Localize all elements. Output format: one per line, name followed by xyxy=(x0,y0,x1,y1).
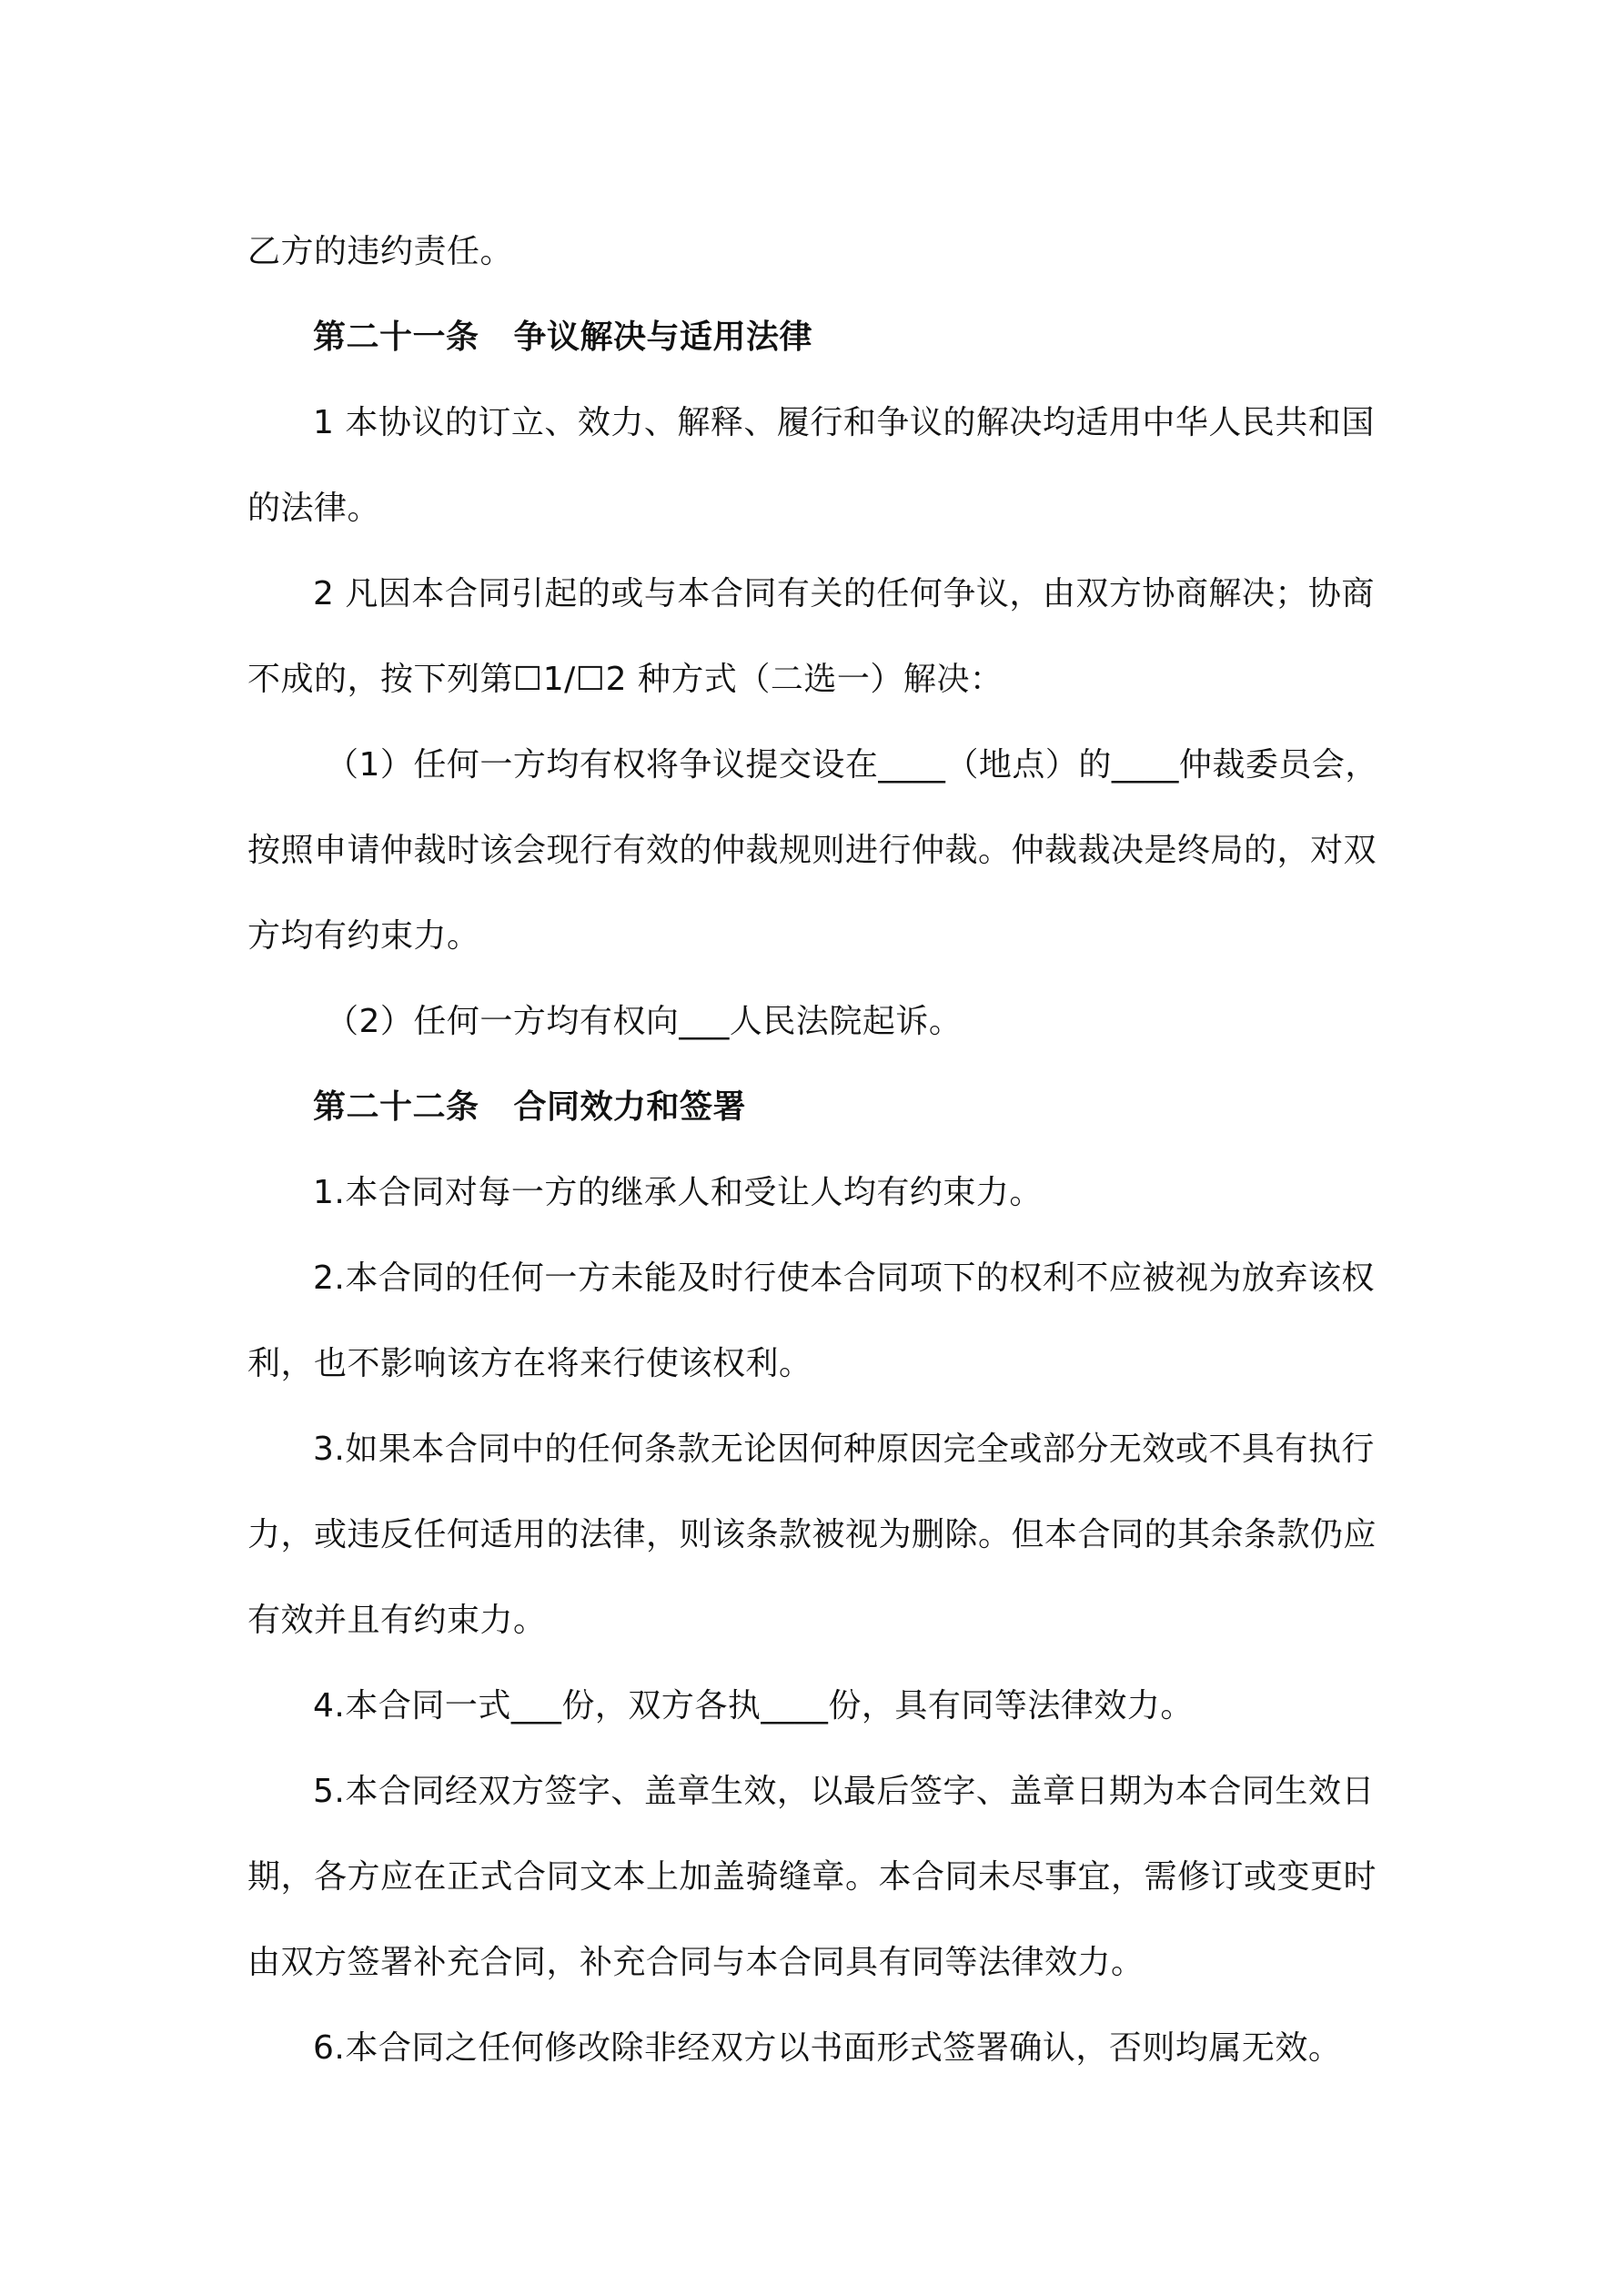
article-title: 争议解决与适用法律 xyxy=(513,319,813,356)
article-number: 第二十二条 xyxy=(313,1088,479,1126)
clause-22-2: 2.本合同的任何一方未能及时行使本合同项下的权利不应被视为放弃该权利，也不影响该方在将来行使该权利。 xyxy=(247,1259,1375,1382)
clause-22-6: 6.本合同之任何修改除非经双方以书面形式签署确认，否则均属无效。 xyxy=(313,2029,1342,2067)
paragraph-continuation: 乙方的违约责任。 xyxy=(247,233,514,270)
article-21-heading xyxy=(247,295,1392,380)
clause-21-1: 1 本协议的订立、效力、解释、履行和争议的解决均适用中华人民共和国的法律。 xyxy=(247,404,1375,527)
document-page xyxy=(247,209,1392,2091)
article-22-heading xyxy=(247,1065,1392,1150)
clause-22-5: 5.本合同经双方签字、盖章生效，以最后签字、盖章日期为本合同生效日期，各方应在正式合同文本上加盖骑缝章。本合同未尽事宜，需修订或变更时由双方签署补充合同，补充合同与本合同具有同等法律效力。 xyxy=(247,1773,1377,1981)
clause-21-2-option-1: （1）任何一方均有权将争议提交设在____（地点）的____仲裁委员会，按照申请仲裁时该会现行有效的仲裁规则进行仲裁。仲裁裁决是终局的，对双方均有约束力。 xyxy=(247,746,1378,955)
article-number: 第二十一条 xyxy=(313,319,479,356)
clause-22-4: 4.本合同一式___份，双方各执____份，具有同等法律效力。 xyxy=(313,1687,1194,1725)
clause-22-3: 3.如果本合同中的任何条款无论因何种原因完全或部分无效或不具有执行力，或违反任何适用的法律，则该条款被视为删除。但本合同的其余条款仍应有效并且有约束力。 xyxy=(247,1431,1377,1639)
clause-21-2-option-2: （2）任何一方均有权向___人民法院起诉。 xyxy=(326,1003,963,1040)
clause-21-2: 2 凡因本合同引起的或与本合同有关的任何争议，由双方协商解决；协商不成的，按下列第☐1/☐2 种方式（二选一）解决： xyxy=(247,575,1375,698)
clause-22-1: 1.本合同对每一方的继承人和受让人均有约束力。 xyxy=(313,1174,1043,1211)
article-title: 合同效力和签署 xyxy=(513,1088,747,1126)
